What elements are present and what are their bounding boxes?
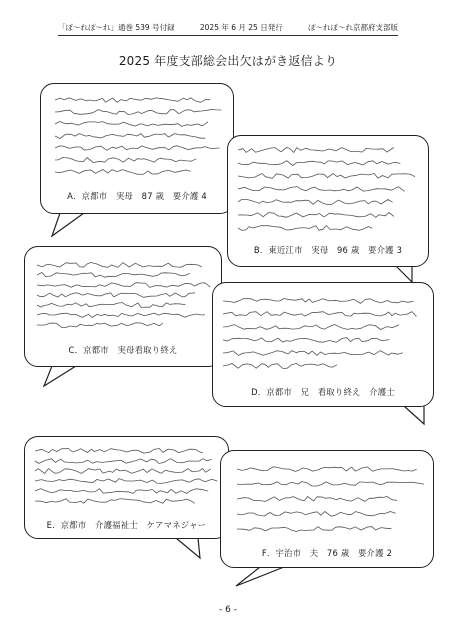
handwriting-stroke xyxy=(223,299,414,304)
card-caption-e: E．京都市 介護福祉士 ケアマネジャー xyxy=(46,520,207,530)
reply-card-c xyxy=(24,246,222,367)
handwriting-stroke xyxy=(55,158,196,163)
handwriting-stroke xyxy=(223,312,417,317)
handwriting-stroke xyxy=(238,213,394,218)
handwriting-stroke xyxy=(238,200,393,205)
handwriting-stroke xyxy=(37,303,185,308)
handwriting-stroke xyxy=(223,351,403,356)
card-caption-f: F．宇治市 夫 76 歳 要介護 2 xyxy=(261,548,393,558)
handwriting-stroke xyxy=(37,293,195,298)
handwriting-stroke xyxy=(55,122,208,127)
reply-card-b xyxy=(227,135,429,267)
handwriting-stroke xyxy=(37,323,163,328)
handwriting-stroke xyxy=(55,146,220,151)
handwriting-stroke xyxy=(237,467,417,472)
handwriting-stroke xyxy=(237,482,424,486)
header-right: ぽ～れぽ～れ京都府支部版 xyxy=(307,23,398,32)
handwriting-stroke xyxy=(37,263,202,268)
handwriting-stroke xyxy=(35,459,212,464)
card-caption-b: B．東近江市 実母 96 歳 要介護 3 xyxy=(253,245,403,255)
handwriting-stroke xyxy=(55,170,191,175)
handwriting-stroke xyxy=(55,134,205,139)
handwriting-stroke xyxy=(238,161,400,166)
handwriting-stroke xyxy=(237,497,397,502)
card-caption-d: D．京都市 兄 看取り終え 介護士 xyxy=(251,387,395,397)
handwriting-stroke xyxy=(37,283,210,288)
handwriting-stroke xyxy=(237,527,391,532)
page-number: - 6 - xyxy=(219,605,237,615)
reply-card-d xyxy=(212,282,434,407)
handwriting-stroke xyxy=(223,338,390,343)
handwriting-stroke xyxy=(37,313,205,317)
handwriting-stroke xyxy=(37,273,190,278)
header-center: 2025 年 6 月 25 日発行 xyxy=(199,23,283,32)
handwriting-stroke xyxy=(35,479,217,484)
header-left: 「ぽ～れぽ～れ」通巻 539 号付録 xyxy=(58,23,175,32)
handwriting-stroke xyxy=(238,187,405,192)
card-caption-c: C．京都市 実母看取り終え xyxy=(68,345,178,355)
handwriting-stroke xyxy=(223,325,399,330)
handwriting-stroke xyxy=(55,110,221,115)
handwriting-stroke xyxy=(223,364,337,369)
card-caption-a: A．京都市 実母 87 歳 要介護 4 xyxy=(67,191,207,201)
page-title: 2025 年度支部総会出欠はがき返信より xyxy=(118,54,338,68)
handwriting-stroke xyxy=(237,512,396,517)
handwriting-stroke xyxy=(238,174,415,179)
reply-card-e xyxy=(24,436,229,539)
reply-card-f xyxy=(220,450,434,568)
handwriting-stroke xyxy=(35,469,211,474)
handwriting-stroke xyxy=(35,499,195,504)
handwriting-stroke xyxy=(35,449,203,454)
handwriting-stroke xyxy=(238,148,394,153)
handwriting-stroke xyxy=(238,226,372,231)
handwriting-stroke xyxy=(55,98,210,103)
reply-card-a xyxy=(40,83,234,214)
handwriting-stroke xyxy=(35,489,208,494)
